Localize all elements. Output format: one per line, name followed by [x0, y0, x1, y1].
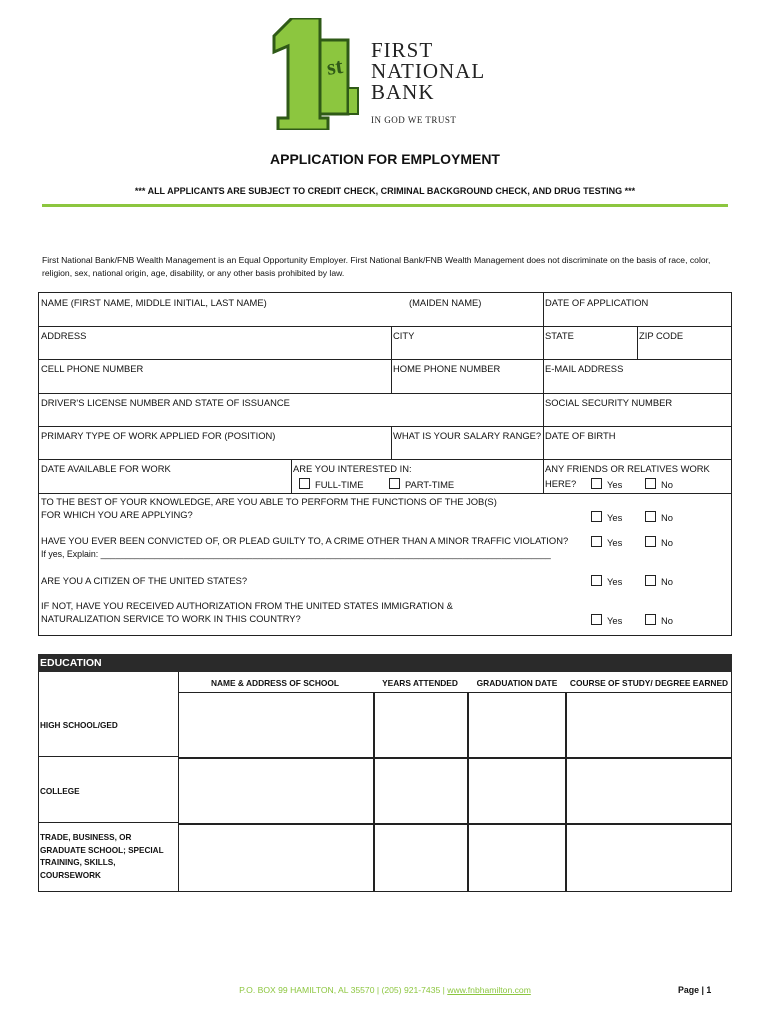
conviction-explain-field[interactable]: If yes, Explain: ____________________________________________________________________________________________ [41, 549, 551, 559]
no-label: No [661, 576, 673, 587]
able-yes-checkbox[interactable] [591, 511, 602, 522]
logo-one-icon [270, 18, 360, 130]
footer-website-link[interactable]: www.fnbhamilton.com [447, 985, 531, 995]
zip-code-field[interactable]: ZIP CODE [639, 330, 684, 341]
auth-no-option[interactable] [643, 612, 675, 629]
row-divider [39, 359, 731, 360]
yes-label: Yes [607, 576, 623, 587]
friends-no-option[interactable] [643, 476, 675, 493]
able-no-option[interactable] [643, 509, 675, 526]
question-conviction: HAVE YOU EVER BEEN CONVICTED OF, OR PLEAD GUILTY TO, A CRIME OTHER THAN A MINOR TRAFFIC VIOLATION? [41, 535, 569, 546]
no-label: No [661, 537, 673, 548]
auth-no-checkbox[interactable] [645, 614, 656, 625]
address-field[interactable]: ADDRESS [41, 330, 87, 341]
crime-no-option[interactable] [643, 534, 675, 551]
crime-yes-checkbox[interactable] [591, 536, 602, 547]
row-divider [39, 393, 731, 394]
applicant-info-form [38, 292, 732, 636]
salary-range-field[interactable]: WHAT IS YOUR SALARY RANGE? [393, 430, 542, 441]
full-time-checkbox[interactable] [299, 478, 310, 489]
date-available-field[interactable]: DATE AVAILABLE FOR WORK [41, 463, 171, 474]
drivers-license-field[interactable]: DRIVER'S LICENSE NUMBER AND STATE OF ISSUANCE [41, 397, 290, 408]
hs-graduation-input[interactable] [468, 692, 566, 758]
friends-yes-checkbox[interactable] [591, 478, 602, 489]
bank-name-line2: NATIONAL [371, 59, 486, 83]
question-able-perform-line2: FOR WHICH YOU ARE APPLYING? [41, 509, 193, 520]
friends-relatives-here-label: HERE? [545, 478, 577, 489]
row-divider [39, 459, 731, 460]
col-graduation-date: GRADUATION DATE [476, 678, 558, 688]
name-field[interactable]: NAME (FIRST NAME, MIDDLE INITIAL, LAST NAME) [41, 297, 267, 308]
cell-phone-field[interactable]: CELL PHONE NUMBER [41, 363, 144, 374]
auth-yes-option[interactable] [589, 612, 624, 629]
row-label-trade: TRADE, BUSINESS, OR GRADUATE SCHOOL; SPECIAL TRAINING, SKILLS, COURSEWORK [40, 833, 164, 880]
yes-label: Yes [607, 537, 623, 548]
trade-years-input[interactable] [374, 824, 468, 892]
home-phone-field[interactable]: HOME PHONE NUMBER [393, 363, 501, 374]
eeo-statement: First National Bank/FNB Wealth Management is an Equal Opportunity Employer. First National Bank/FNB Wealth Management does not discriminate on the basis of race, color, religion, sex, national origin, age, disability, or any other basis prohibited by law. [42, 255, 711, 278]
row-label-college: COLLEGE [40, 787, 80, 796]
full-time-label: FULL-TIME [315, 479, 364, 490]
ssn-field[interactable]: SOCIAL SECURITY NUMBER [545, 397, 673, 408]
col-school-name: NAME & ADDRESS OF SCHOOL [210, 678, 340, 688]
friends-yes-option[interactable] [589, 476, 624, 493]
no-label: No [661, 479, 673, 490]
question-able-perform-line1: TO THE BEST OF YOUR KNOWLEDGE, ARE YOU ABLE TO PERFORM THE FUNCTIONS OF THE JOB(S) [41, 496, 497, 507]
position-field[interactable]: PRIMARY TYPE OF WORK APPLIED FOR (POSITION) [41, 430, 276, 441]
row-label-high-school: HIGH SCHOOL/GED [40, 721, 118, 730]
trade-graduation-input[interactable] [468, 824, 566, 892]
part-time-checkbox[interactable] [389, 478, 400, 489]
svg-text:st: st [325, 52, 345, 80]
auth-yes-checkbox[interactable] [591, 614, 602, 625]
citizen-no-option[interactable] [643, 573, 675, 590]
bank-name-line1: FIRST [371, 38, 434, 62]
bank-name-line3: BANK [371, 80, 435, 104]
header-divider [42, 204, 728, 207]
row-divider [38, 822, 178, 823]
interested-in-label: ARE YOU INTERESTED IN: [293, 463, 412, 474]
part-time-option[interactable] [387, 476, 456, 493]
citizen-no-checkbox[interactable] [645, 575, 656, 586]
question-authorization-line1: IF NOT, HAVE YOU RECEIVED AUTHORIZATION FROM THE UNITED STATES IMMIGRATION & [41, 600, 453, 611]
bank-logo-mark [270, 18, 360, 130]
crime-no-checkbox[interactable] [645, 536, 656, 547]
yes-label: Yes [607, 615, 623, 626]
row-divider [38, 756, 178, 757]
hs-years-input[interactable] [374, 692, 468, 758]
col-years-attended: YEARS ATTENDED [382, 678, 458, 688]
footer-contact [0, 985, 770, 995]
part-time-label: PART-TIME [405, 479, 455, 490]
crime-yes-option[interactable] [589, 534, 624, 551]
page-number: Page | 1 [678, 985, 712, 995]
state-field[interactable]: STATE [545, 330, 574, 341]
trade-course-input[interactable] [566, 824, 732, 892]
hs-course-input[interactable] [566, 692, 732, 758]
city-field[interactable]: CITY [393, 330, 415, 341]
col-course-of-study: COURSE OF STUDY/ DEGREE EARNED [569, 678, 729, 688]
row-divider [39, 326, 731, 327]
college-years-input[interactable] [374, 758, 468, 824]
bank-name [371, 40, 485, 103]
college-course-input[interactable] [566, 758, 732, 824]
education-heading: EDUCATION [38, 654, 732, 672]
date-of-birth-field[interactable]: DATE OF BIRTH [545, 430, 616, 441]
maiden-name-field[interactable]: (MAIDEN NAME) [409, 297, 482, 308]
able-yes-option[interactable] [589, 509, 624, 526]
no-label: No [661, 615, 673, 626]
hs-school-input[interactable] [178, 692, 374, 758]
page-title: APPLICATION FOR EMPLOYMENT [270, 151, 500, 167]
row-divider [39, 426, 731, 427]
bank-tagline: IN GOD WE TRUST [371, 115, 457, 125]
education-table [38, 672, 732, 892]
question-citizen: ARE YOU A CITIZEN OF THE UNITED STATES? [41, 575, 248, 586]
email-field[interactable]: E-MAIL ADDRESS [545, 363, 624, 374]
yes-label: Yes [607, 479, 623, 490]
no-label: No [661, 512, 673, 523]
trade-school-input[interactable] [178, 824, 374, 892]
citizen-yes-checkbox[interactable] [591, 575, 602, 586]
able-no-checkbox[interactable] [645, 511, 656, 522]
full-time-option[interactable] [297, 476, 365, 493]
friends-relatives-label: ANY FRIENDS OR RELATIVES WORK [545, 463, 710, 474]
citizen-yes-option[interactable] [589, 573, 624, 590]
yes-label: Yes [607, 512, 623, 523]
friends-no-checkbox[interactable] [645, 478, 656, 489]
date-of-application-field[interactable]: DATE OF APPLICATION [545, 297, 649, 308]
college-school-input[interactable] [178, 758, 374, 824]
footer-address: P.O. BOX 99 HAMILTON, AL 35570 | (205) 921-7435 | [239, 985, 448, 995]
page-subtitle: *** ALL APPLICANTS ARE SUBJECT TO CREDIT CHECK, CRIMINAL BACKGROUND CHECK, AND DRUG TESTING *** [134, 186, 636, 196]
question-authorization-line2: NATURALIZATION SERVICE TO WORK IN THIS COUNTRY? [41, 613, 301, 624]
college-graduation-input[interactable] [468, 758, 566, 824]
